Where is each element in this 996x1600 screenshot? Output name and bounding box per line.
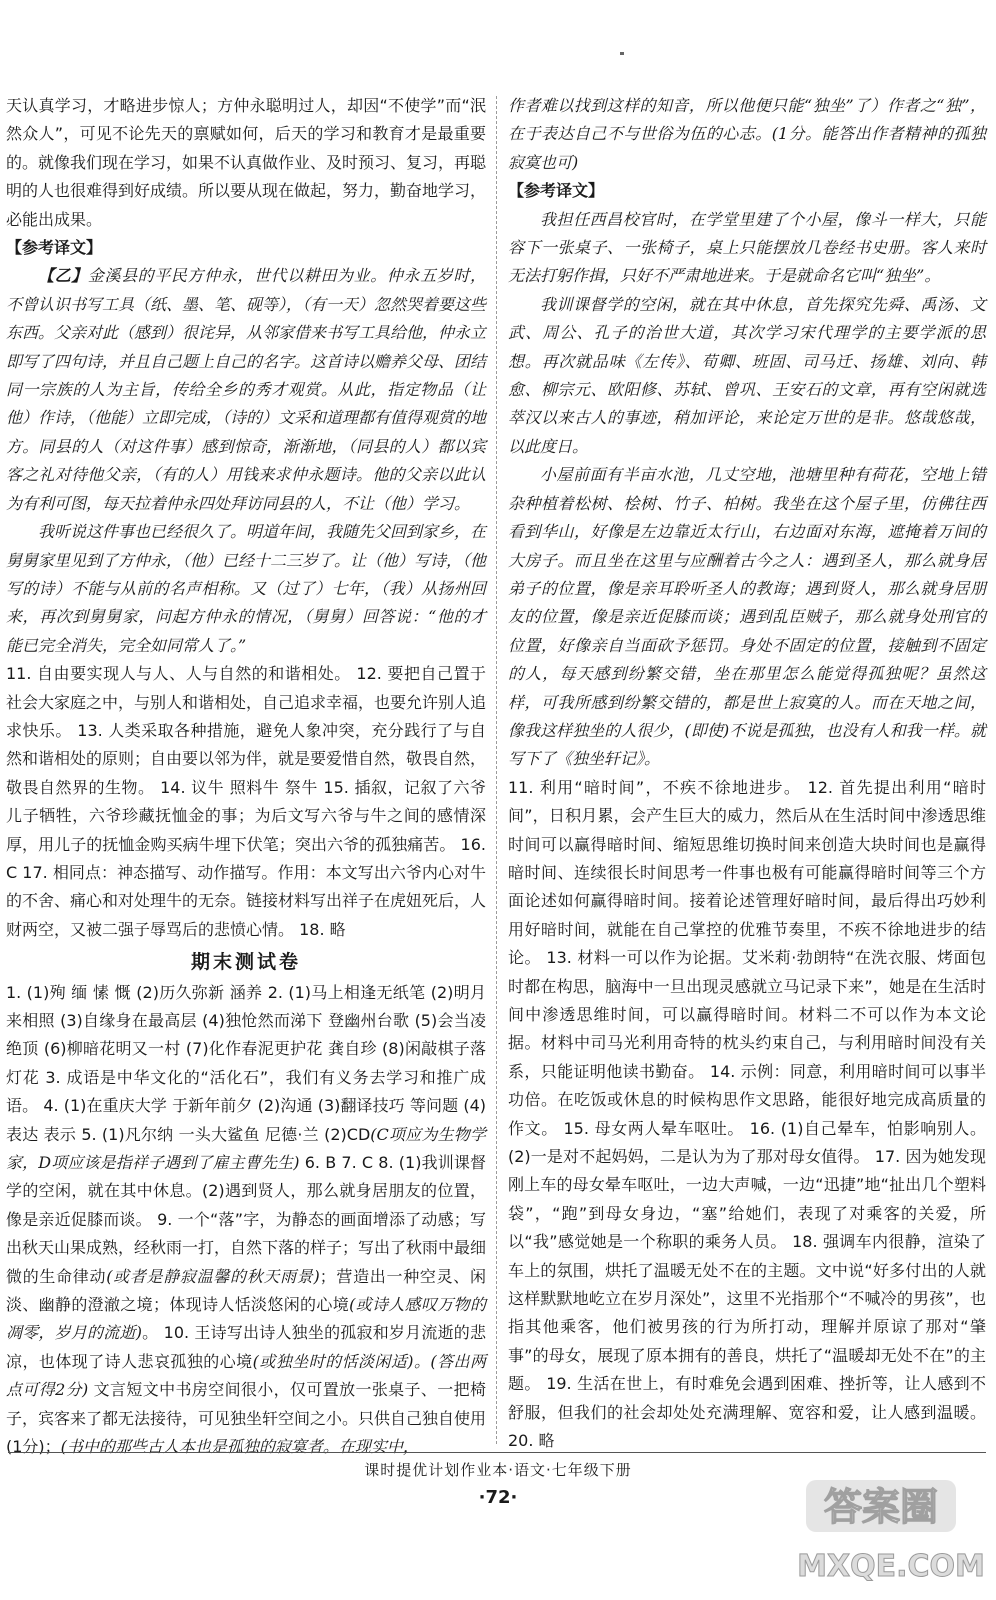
answer-5-note: (C项应为生物学家，D项应该是指祥子遇到了雇主曹先生) (6, 1124, 486, 1173)
yi-label: 【乙】 (38, 266, 88, 286)
answer-10-cont: 文言短文中书房空间很小，仅可置放一张桌子、一把椅子，宾客来了都无法接待，可见独坐轩空间之小。只供自己独自使用(1分)； (6, 1380, 487, 1457)
right-answers-11-20: 11. 利用“暗时间”，不疾不徐地进步。 12. 首先提出利用“暗时间”，日积月累，会产生巨大的威力，然后从在生活时间中渗透思维时间可以赢得暗时间、缩短思维切换时间来创造大块时间也是赢得暗时间、连续很长时间思考一件事也极有可能赢得暗时间等三个方面论述如何赢得暗时间。接着论述管理好暗时间，最后得出巧妙利用好暗时间，就能在自己掌控的优雅节奏里，不疾不徐地进步的结论。 13. 材料一可以作为论据。艾米莉·勃朗特“在洗衣服、烤面包时都在构思，脑海中一旦出现灵感就立马记录下来”，她是在生活时间中渗透思维时间，可以赢得暗时间。材料二不可以作为本文论据。材料中司马光利用奇特的枕头约束自己，与利用暗时间没有关系，只能证明他读书勤奋。 14. 示例：同意，利用暗时间可以事半功倍。在吃饭或休息的时候构思作文思路，能很好地完成高质量的作文。 15. 母女两人晕车呕吐。 16. (1)自己晕车，怕影响别人。 (2)一是对不起妈妈，二是认为为了那对母女值得。 17. 因为她发现刚上车的母女晕车呕吐，一边大声喊，一边“迅捷”地“扯出几个塑料袋”，“跑”到母女身边，“塞”给她们，表现了对乘客的关爱，所以“我”感觉她是一个称职的乘务人员。 18. 强调车内很静，渲染了车上的氛围，烘托了温暖无处不在的主题。文中说“好多付出的人就这样默默地屹立在岁月深处”，这里不光指那个“不喊冷的男孩”，也指其他乘客，他们被男孩的行为所打动，理解并原谅了那对“肇事”的母女，展现了原本拥有的善良，烘托了“温暖却无处不在”的主题。 19. 生活在世上，有时难免会遇到困难、挫折等，让人感到不舒服，但我们的社会却处处充满理解、宽容和爱，让人感到温暖。 20. 略 (508, 777, 986, 1451)
scan-mark (620, 52, 624, 55)
column-divider (496, 96, 497, 1444)
final-exam-answers (6, 979, 486, 1462)
left-translation-yi (6, 262, 486, 518)
left-answers-11-18: 11. 自由要实现人与人、人与自然的和谐相处。 12. 要把自己置于社会大家庭之中，与别人和谐相处，自己追求幸福，也要允许别人追求快乐。 13. 人类采取各种措施，避免人象冲突，充分践行了与自然和谐相处的原则；自由要以邻为伴，就是要爱惜自然，敬畏自然，敬畏自然界的生物。 14. 议牛 照料牛 祭牛 15. 插叙，记叙了六爷儿子牺牲，六爷珍藏抚恤金的事；为后文写六爷与牛之间的感情深厚，用儿子的抚恤金购买病牛埋下伏笔；突出六爷的孤独痛苦。 16. C 17. 相同点：神态描写、动作描写。作用：本文写出六爷内心对牛的不舍、痛心和对处理牛的无奈。链接材料写出祥子在虎妞死后，人财两空，又被二强子辱骂后的悲愤心情。 18. 略 (6, 664, 487, 939)
left-column (6, 92, 486, 1462)
answer-10: 。 10. 王诗写出诗人独坐的孤寂和岁月流逝的悲凉，也体现了诗人悲哀孤独的心境 (6, 1323, 486, 1371)
answer-9-cont: ；营造出一种空灵、闲淡、幽静的澄澈之境；体现诗人恬淡悠闲的心境 (6, 1266, 486, 1315)
right-reference-heading: 【参考译文】 (508, 181, 605, 201)
watermark-logo (796, 1474, 986, 1594)
answer-9-note-a: (或者是静寂温馨的秋天雨景) (106, 1266, 320, 1286)
footer-rule (8, 1452, 986, 1453)
answer-10-note-b: (书中的那些古人本也是孤独的寂寞者。在现实中， (60, 1437, 419, 1457)
watermark-title: 答案圈 (823, 1485, 939, 1529)
page-number: ·72· (478, 1487, 518, 1508)
answer-9-note-b: (或诗人感叹万物的凋零，岁月的流逝) (6, 1295, 486, 1343)
footer-title: 课时提优计划作业本·语文·七年级下册 (364, 1461, 632, 1479)
right-paragraph-intro: 作者难以找到这样的知音，所以他便只能“独坐”了）作者之“独”，在于表达自己不与世俗为伍的心志。(1分。能答出作者精神的孤独寂寞也可) (508, 96, 986, 172)
answer-10-note: (或独坐时的恬淡闲适)。(答出两点可得2分) (6, 1351, 486, 1400)
right-column (508, 92, 986, 1456)
yi-text: 金溪县的平民方仲永，世代以耕田为业。仲永五岁时，不曾认识书写工具（纸、墨、笔、砚等），（有一天）忽然哭着要这些东西。父亲对此（感到）很诧异，从邻家借来书写工具给他，仲永立即写了四句诗，并且自己题上自己的名字。这首诗以赡养父母、团结同一宗族的人为主旨，传给全乡的秀才观赏。从此，指定物品（让他）作诗，（他能）立即完成，（诗的）文采和道理都有值得观赏的地方。同县的人（对这件事）感到惊奇，渐渐地，（同县的人）都以宾客之礼对待他父亲，（有的人）用钱来求仲永题诗。他的父亲以此认为有利可图，每天拉着仲永四处拜访同县的人，不让（他）学习。 (6, 266, 487, 513)
left-paragraph-intro: 天认真学习，才略进步惊人；方仲永聪明过人，却因“不使学”而“泯然众人”，可见不论先天的禀赋如何，后天的学习和教育才是最重要的。就像我们现在学习，如果不认真做作业、及时预习、复习，再聪明的人也很难得到好成绩。所以要从现在做起，努力，勤奋地学习，必能出成果。 (6, 96, 487, 229)
right-translation-3: 小屋前面有半亩水池，几丈空地，池塘里种有荷花，空地上错杂种植着松树、桧树、竹子、柏树。我坐在这个屋子里，仿佛往西看到华山，好像是左边靠近太行山，右边面对东海，遮掩着万间的大房子。而且坐在这里与应酬着古今之人：遇到圣人，那么就身居弟子的位置，像是亲耳聆听圣人的教诲；遇到贤人，那么就身居朋友的位置，像是亲近促膝而谈；遇到乱臣贼子，那么就身处刑官的位置，好像亲自当面砍予惩罚。身处不固定的位置，接触到不固定的人，每天感到纷繁交错，坐在那里怎么能觉得孤独呢？虽然这样，可我所感到纷繁交错的，都是世上寂寞的人。而在天地之间，像我这样独坐的人很少，(即使)不说是孤独，也没有人和我一样。就写下了《独坐轩记》。 (508, 465, 986, 769)
watermark-url: MXQE.COM (797, 1549, 985, 1584)
section-title: 期末测试卷 (190, 951, 301, 974)
answers-6-9: 6. B 7. C 8. (1)我训课督学的空闲，就在其中休息。(2)遇到贤人，那么就身居朋友的位置，像是亲近促膝而谈。 9. 一个“落”字，为静态的画面增添了动感；写出秋天山果成熟，经秋雨一打，自然下落的样子；写出了秋雨中最细微的生命律动 (6, 1153, 487, 1286)
answers-1-5: 1. (1)殉 缅 愫 慨 (2)历久弥新 涵养 2. (1)马上相逢无纸笔 (2)明月来相照 (3)自缘身在最高层 (4)独怆然而涕下 登幽州台歌 (5)会当凌绝顶 (6)柳暗花明又一村 (7)化作春泥更护花 龚自珍 (8)闲敲棋子落灯花 3. 成语是中华文化的“活化石”，我们有义务去学习和推广成语。 4. (1)在重庆大学 于新年前夕 (2)沟通 (3)翻译技巧 等问题 (4)表达 表示 5. (1)凡尔纳 一头大鲨鱼 尼德·兰 (2)CD (6, 982, 486, 1144)
left-reference-heading: 【参考译文】 (6, 238, 103, 258)
right-translation-1: 我担任西昌校官时，在学堂里建了个小屋，像斗一样大，只能容下一张桌子、一张椅子，桌上只能摆放几卷经书史册。客人来时无法打躬作揖，只好不严肃地进来。于是就命名它叫“独坐”。 (508, 209, 986, 286)
left-translation-second: 我听说这件事也已经很久了。明道年间，我随先父回到家乡，在舅舅家里见到了方仲永，（他）已经十二三岁了。让（他）写诗，（他写的诗）不能与从前的名声相称。又（过了）七年，（我）从扬州回来，再次到舅舅家，问起方仲永的情况，（舅舅）回答说：“他的才能已完全消失，完全如同常人了。” (6, 522, 487, 655)
right-translation-2: 我训课督学的空闲，就在其中休息，首先探究先舜、禹汤、文武、周公、孔子的治世大道，其次学习宋代理学的主要学派的思想。再次就品味《左传》、荀卿、班固、司马迁、扬雄、刘向、韩愈、柳宗元、欧阳修、苏轼、曾巩、王安石的文章，再有空闲就选萃汉以来古人的事迹，稍加评论，来论定万世的是非。悠哉悠哉，以此度日。 (508, 294, 986, 456)
